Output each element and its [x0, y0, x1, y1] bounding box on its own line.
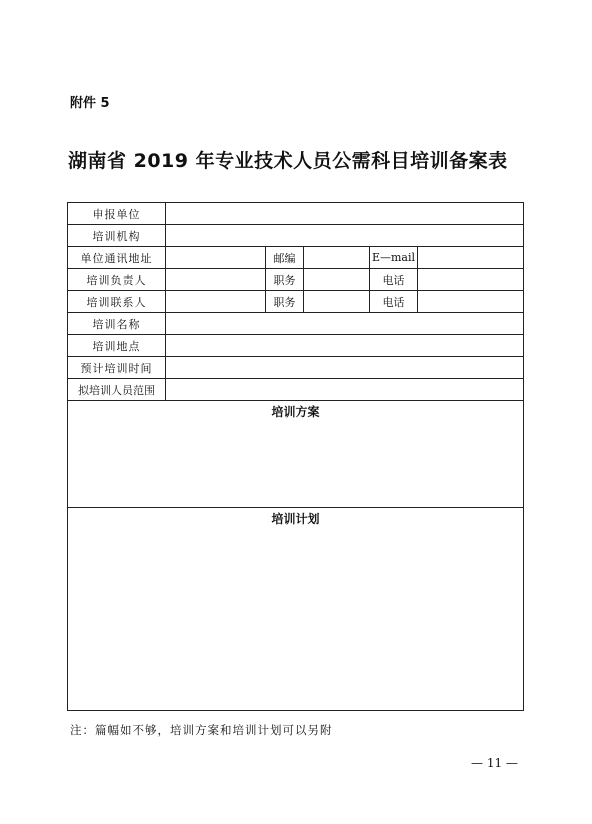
field-training-location[interactable]: [166, 335, 524, 357]
label-training-name: 培训名称: [68, 313, 166, 335]
row-training-contact: [68, 291, 524, 313]
field-planned-time[interactable]: [166, 357, 524, 379]
row-training-location: [68, 335, 524, 357]
field-training-contact[interactable]: [166, 291, 266, 313]
row-planned-time: [68, 357, 524, 379]
attachment-label: 附件 5: [70, 96, 110, 111]
row-training-institution: [68, 225, 524, 247]
footnote: 注：篇幅如不够，培训方案和培训计划可以另附: [70, 723, 333, 737]
field-email[interactable]: [418, 247, 524, 269]
label-contact-position: 职务: [266, 291, 304, 313]
field-postcode[interactable]: [304, 247, 370, 269]
row-trainee-scope: [68, 379, 524, 401]
label-applicant-unit: 申报单位: [68, 203, 166, 225]
field-contact-phone[interactable]: [418, 291, 524, 313]
field-contact-position[interactable]: [304, 291, 370, 313]
label-training-leader: 培训负责人: [68, 269, 166, 291]
row-training-name: [68, 313, 524, 335]
row-training-plan: [68, 401, 524, 508]
training-plan-section[interactable]: [68, 401, 524, 508]
label-unit-address: 单位通讯地址: [68, 247, 166, 269]
label-email: E—mail: [370, 247, 418, 269]
page-number: — 11 —: [471, 756, 518, 770]
field-leader-position[interactable]: [304, 269, 370, 291]
training-schedule-section[interactable]: [68, 508, 524, 711]
label-training-location: 培训地点: [68, 335, 166, 357]
field-trainee-scope[interactable]: [166, 379, 524, 401]
page-title: 湖南省 2019 年专业技术人员公需科目培训备案表: [68, 150, 508, 172]
label-leader-position: 职务: [266, 269, 304, 291]
training-plan-heading: 培训方案: [271, 405, 320, 419]
row-training-leader: [68, 269, 524, 291]
field-leader-phone[interactable]: [418, 269, 524, 291]
field-unit-address[interactable]: [166, 247, 266, 269]
row-unit-address: [68, 247, 524, 269]
label-leader-phone: 电话: [370, 269, 418, 291]
label-contact-phone: 电话: [370, 291, 418, 313]
row-training-schedule: [68, 508, 524, 711]
field-training-institution[interactable]: [166, 225, 524, 247]
training-schedule-heading: 培训计划: [271, 512, 320, 526]
label-training-contact: 培训联系人: [68, 291, 166, 313]
field-training-leader[interactable]: [166, 269, 266, 291]
label-trainee-scope: 拟培训人员范围: [68, 379, 166, 401]
label-training-institution: 培训机构: [68, 225, 166, 247]
field-training-name[interactable]: [166, 313, 524, 335]
label-planned-time: 预计培训时间: [68, 357, 166, 379]
row-applicant-unit: [68, 203, 524, 225]
label-postcode: 邮编: [266, 247, 304, 269]
filing-form-table: [67, 202, 524, 711]
field-applicant-unit[interactable]: [166, 203, 524, 225]
